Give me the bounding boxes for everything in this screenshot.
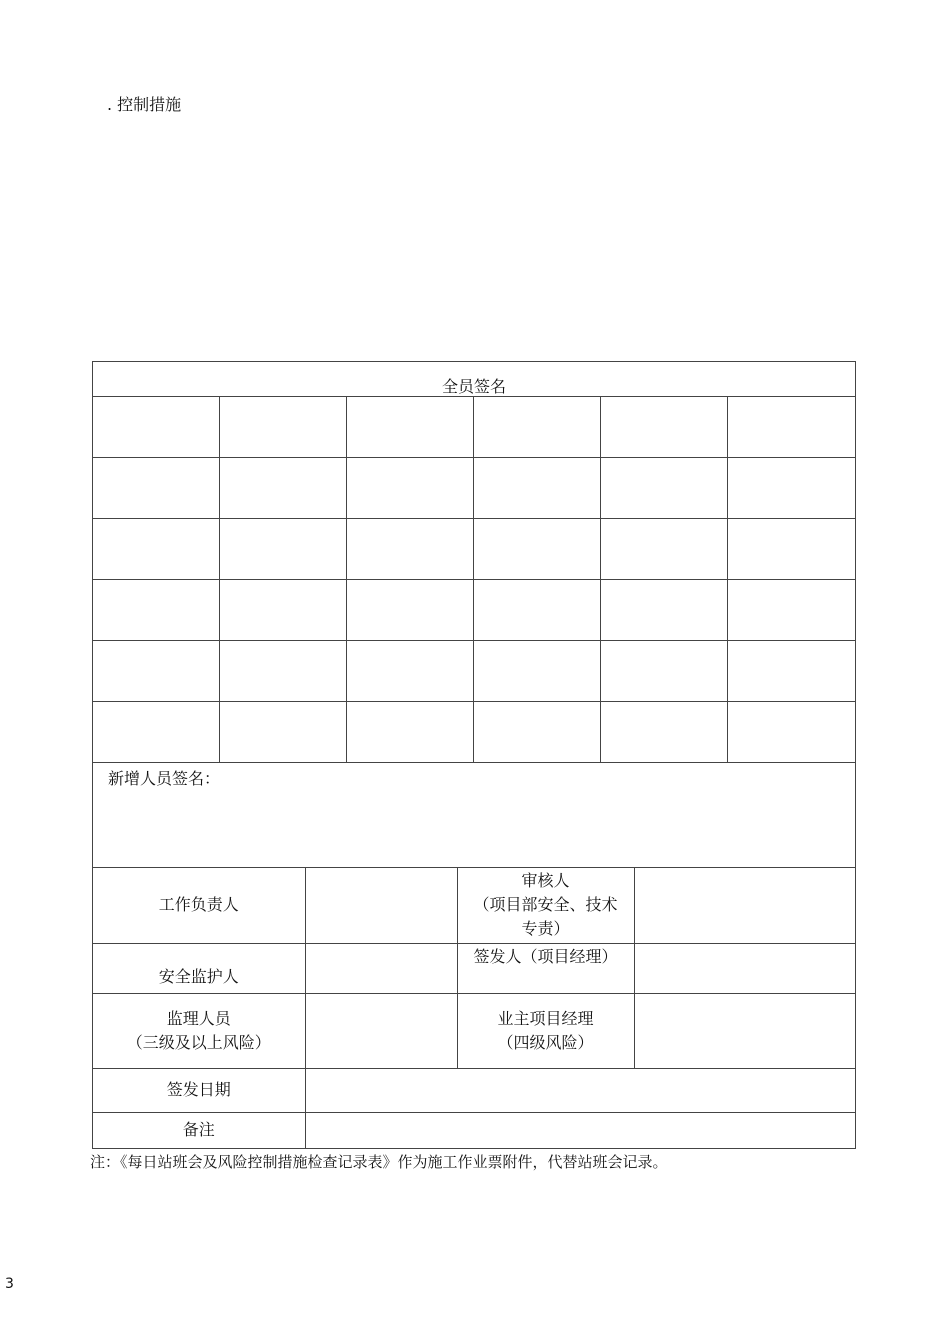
signature-cell[interactable] <box>601 702 728 763</box>
work-leader-value[interactable] <box>305 868 457 943</box>
issuer-label: 签发人（项目经理） <box>457 943 634 993</box>
all-staff-signature-title: 全员签名 <box>93 362 855 397</box>
signature-cell[interactable] <box>728 397 855 458</box>
signature-cell[interactable] <box>474 519 601 580</box>
owner-project-manager-value[interactable] <box>634 993 855 1068</box>
signature-cell[interactable] <box>220 580 347 641</box>
signature-cell[interactable] <box>220 397 347 458</box>
signature-cell[interactable] <box>728 458 855 519</box>
page-number: 3 <box>5 1276 14 1292</box>
signature-cell[interactable] <box>728 702 855 763</box>
signature-cell[interactable] <box>93 641 220 702</box>
signature-cell[interactable] <box>474 580 601 641</box>
signature-cell[interactable] <box>601 519 728 580</box>
remarks-label: 备注 <box>93 1112 305 1148</box>
signature-cell[interactable] <box>347 397 474 458</box>
record-table <box>92 361 856 1149</box>
signature-cell[interactable] <box>347 641 474 702</box>
signature-cell[interactable] <box>93 397 220 458</box>
signature-cell[interactable] <box>474 458 601 519</box>
signature-cell[interactable] <box>93 580 220 641</box>
signature-cell[interactable] <box>474 702 601 763</box>
signature-cell[interactable] <box>220 702 347 763</box>
signature-cell[interactable] <box>93 458 220 519</box>
signature-cell[interactable] <box>93 702 220 763</box>
signature-cell[interactable] <box>347 702 474 763</box>
footnote: 注：《每日站班会及风险控制措施检查记录表》作为施工作业票附件，代替站班会记录。 <box>90 1153 668 1171</box>
signature-cell[interactable] <box>601 458 728 519</box>
signature-cell[interactable] <box>728 580 855 641</box>
issue-date-label: 签发日期 <box>93 1068 305 1112</box>
signature-cell[interactable] <box>474 641 601 702</box>
section-heading: . 控制措施 <box>107 95 182 114</box>
signature-cell[interactable] <box>347 519 474 580</box>
signature-cell[interactable] <box>347 458 474 519</box>
new-staff-signature-label: 新增人员签名： <box>108 769 221 788</box>
signature-cell[interactable] <box>220 519 347 580</box>
reviewer-label: 审核人 （项目部安全、技术 专责） <box>457 868 634 943</box>
approval-table <box>93 868 855 1148</box>
signature-cell[interactable] <box>220 458 347 519</box>
signature-cell[interactable] <box>347 580 474 641</box>
issuer-value[interactable] <box>634 943 855 993</box>
safety-guardian-label: 安全监护人 <box>93 943 305 993</box>
new-staff-signature-area[interactable] <box>93 763 855 868</box>
signature-grid <box>93 397 855 763</box>
supervisor-label: 监理人员 （三级及以上风险） <box>93 993 305 1068</box>
signature-cell[interactable] <box>728 519 855 580</box>
signature-cell[interactable] <box>93 519 220 580</box>
signature-cell[interactable] <box>474 397 601 458</box>
signature-cell[interactable] <box>601 580 728 641</box>
work-leader-label: 工作负责人 <box>93 868 305 943</box>
signature-cell[interactable] <box>728 641 855 702</box>
signature-cell[interactable] <box>601 641 728 702</box>
signature-cell[interactable] <box>220 641 347 702</box>
issue-date-value[interactable] <box>305 1068 855 1112</box>
safety-guardian-value[interactable] <box>305 943 457 993</box>
remarks-value[interactable] <box>305 1112 855 1148</box>
signature-cell[interactable] <box>601 397 728 458</box>
owner-project-manager-label: 业主项目经理 （四级风险） <box>457 993 634 1068</box>
reviewer-value[interactable] <box>634 868 855 943</box>
supervisor-value[interactable] <box>305 993 457 1068</box>
